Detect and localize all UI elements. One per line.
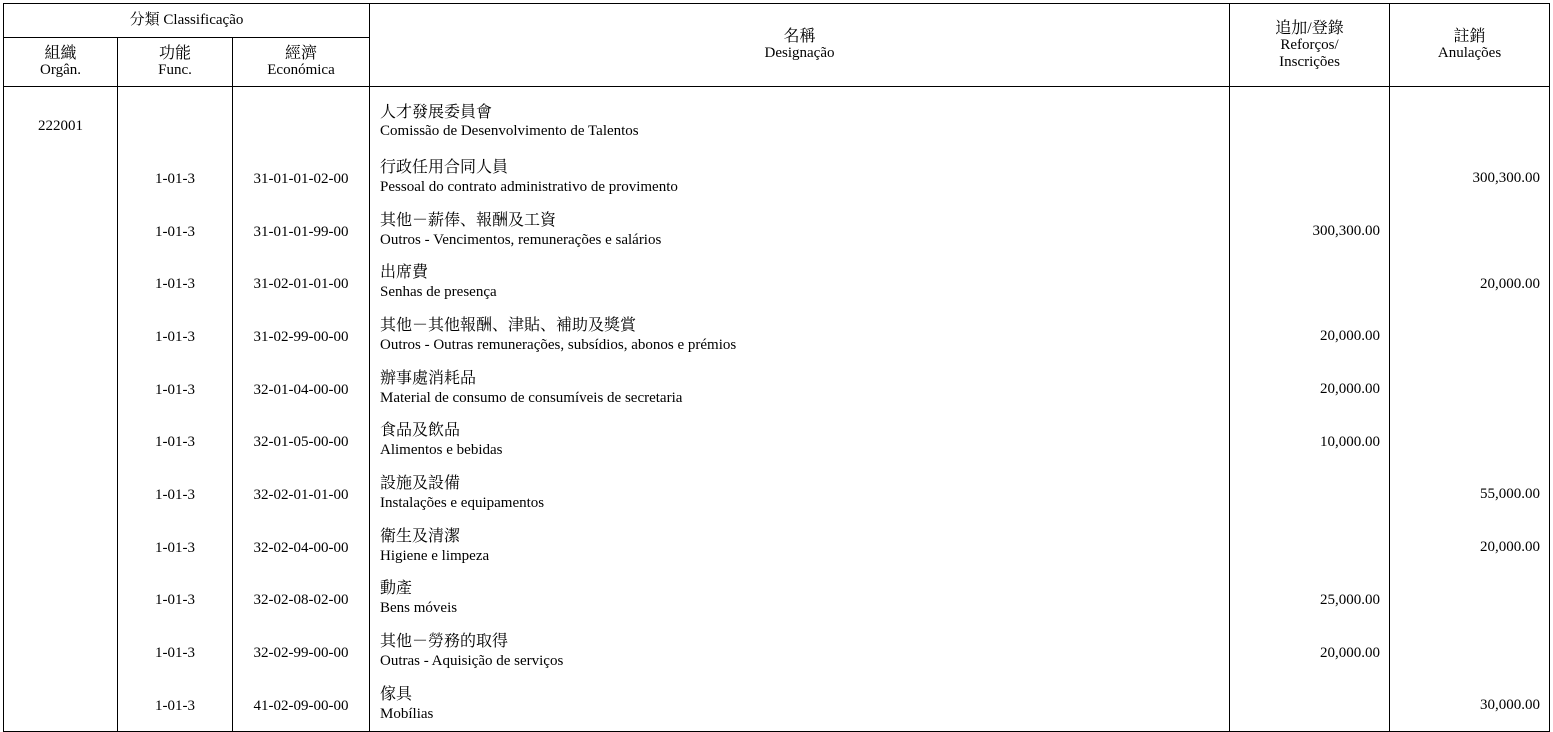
economic-code: 32-02-99-00-00 [233,625,370,678]
annulment-amount [1390,414,1550,467]
designation-zh: 其他－其他報酬、津貼、補助及獎賞 [380,316,637,334]
designation-pt: Bens móveis [380,600,458,617]
table-row [4,151,1550,204]
annulments-header [1390,4,1550,87]
designation-cell [370,362,1230,415]
designation-pt: Outras - Aquisição de serviços [380,653,564,670]
economic-code: 32-01-05-00-00 [233,414,370,467]
functional-code: 1-01-3 [118,204,233,257]
economic-header [233,38,370,87]
annulments-header-zh: 註銷 [1453,28,1486,45]
organ-code: 222001 [4,87,118,152]
annulment-amount: 55,000.00 [1390,467,1550,520]
table-row [4,520,1550,573]
organ-row [4,87,1550,152]
reinforcement-amount: 300,300.00 [1230,204,1390,257]
reinforcements-header-zh: 追加/登錄 [1275,19,1344,37]
reinforcements-header [1230,4,1390,87]
table-row [4,414,1550,467]
economic-code: 32-02-08-02-00 [233,573,370,626]
table-row [4,678,1550,731]
designation-zh: 傢具 [380,685,413,703]
annulments-header-pt: Anulações [1437,45,1502,61]
designation-pt: Mobílias [380,705,434,722]
designation-cell [370,309,1230,362]
reinforcement-amount: 25,000.00 [1230,573,1390,626]
organic-cell [4,625,118,678]
functional-code: 1-01-3 [118,467,233,520]
designation-header [370,4,1230,87]
table-row [4,625,1550,678]
designation-zh: 衛生及清潔 [380,527,461,545]
table-row [4,256,1550,309]
functional-code: 1-01-3 [118,151,233,204]
reinforcement-amount [1230,151,1390,204]
reinforcement-amount [1230,520,1390,573]
table-row [4,204,1550,257]
designation-zh: 食品及飲品 [380,422,461,440]
designation-cell [370,151,1230,204]
economic-code: 41-02-09-00-00 [233,678,370,731]
economic-code: 31-02-01-01-00 [233,256,370,309]
functional-code: 1-01-3 [118,414,233,467]
functional-header [118,38,233,87]
annulment-amount [1390,573,1550,626]
designation-pt: Outros - Vencimentos, remunerações e salários [380,231,662,248]
designation-pt: Material de consumo de consumíveis de secretaria [380,389,683,406]
designation-zh: 其他－勞務的取得 [380,633,509,651]
organ-name-zh: 人才發展委員會 [380,103,493,121]
table-row [4,309,1550,362]
designation-cell [370,467,1230,520]
economic-header-pt: Económica [267,62,335,78]
reinforcements-header-pt-2: Inscrições [1279,53,1340,70]
reinforcement-amount: 20,000.00 [1230,625,1390,678]
designation-zh: 出席費 [380,264,429,282]
organic-cell [4,362,118,415]
organic-header-pt: Orgân. [40,62,81,78]
designation-cell [370,414,1230,467]
designation-cell [370,573,1230,626]
organic-header [4,38,118,87]
annulment-amount: 20,000.00 [1390,256,1550,309]
designation-zh: 辦事處消耗品 [380,369,477,387]
organic-cell [4,467,118,520]
annulment-amount [1390,309,1550,362]
economic-code: 31-01-01-02-00 [233,151,370,204]
designation-zh: 行政任用合同人員 [380,158,509,176]
organic-cell [4,256,118,309]
designation-pt: Instalações e equipamentos [380,494,545,511]
table-row [4,467,1550,520]
organic-cell [4,204,118,257]
table-row [4,362,1550,415]
annulment-amount [1390,625,1550,678]
reinforcement-amount: 20,000.00 [1230,362,1390,415]
designation-pt: Senhas de presença [380,284,497,301]
designation-pt: Pessoal do contrato administrativo de provimento [380,178,678,195]
designation-zh: 其他－薪俸、報酬及工資 [380,211,557,229]
economic-code: 32-02-04-00-00 [233,520,370,573]
designation-cell [370,256,1230,309]
functional-header-zh: 功能 [158,45,191,62]
annulment-amount: 300,300.00 [1390,151,1550,204]
designation-cell [370,678,1230,731]
designation-header-pt: Designação [764,45,835,61]
reinforcement-amount: 10,000.00 [1230,414,1390,467]
economic-code: 31-02-99-00-00 [233,309,370,362]
classification-header: 分類 Classificação [4,4,370,38]
organ-reinforcement-empty [1230,87,1390,152]
functional-header-pt: Func. [158,62,192,78]
economic-code: 32-01-04-00-00 [233,362,370,415]
organ-annulment-empty [1390,87,1550,152]
organic-cell [4,151,118,204]
organic-cell [4,414,118,467]
budget-table [3,3,1550,732]
designation-cell [370,520,1230,573]
designation-pt: Alimentos e bebidas [380,442,503,459]
organic-cell [4,520,118,573]
reinforcements-header-pt-1: Reforços/ [1280,36,1339,53]
designation-pt: Outros - Outras remunerações, subsídios, abonos e prémios [380,336,737,353]
organic-cell [4,573,118,626]
organic-cell [4,309,118,362]
organ-name [370,87,1230,152]
economic-code: 32-02-01-01-00 [233,467,370,520]
functional-code: 1-01-3 [118,573,233,626]
designation-pt: Higiene e limpeza [380,547,490,564]
designation-header-zh: 名稱 [783,28,816,45]
organ-name-pt: Comissão de Desenvolvimento de Talentos [380,122,639,139]
functional-code: 1-01-3 [118,520,233,573]
reinforcement-amount: 20,000.00 [1230,309,1390,362]
annulment-amount: 30,000.00 [1390,678,1550,731]
annulment-amount [1390,204,1550,257]
designation-cell [370,204,1230,257]
economic-code: 31-01-01-99-00 [233,204,370,257]
functional-code: 1-01-3 [118,256,233,309]
annulment-amount: 20,000.00 [1390,520,1550,573]
economic-header-zh: 經濟 [285,45,318,62]
designation-zh: 動產 [380,580,413,598]
functional-code: 1-01-3 [118,309,233,362]
table-row [4,573,1550,626]
organic-cell [4,678,118,731]
functional-code: 1-01-3 [118,678,233,731]
reinforcement-amount [1230,467,1390,520]
reinforcement-amount [1230,678,1390,731]
organ-eco-empty [233,87,370,152]
functional-code: 1-01-3 [118,362,233,415]
designation-zh: 設施及設備 [380,474,461,492]
organic-header-zh: 組織 [44,45,77,62]
functional-code: 1-01-3 [118,625,233,678]
organ-func-empty [118,87,233,152]
reinforcement-amount [1230,256,1390,309]
annulment-amount [1390,362,1550,415]
designation-cell [370,625,1230,678]
